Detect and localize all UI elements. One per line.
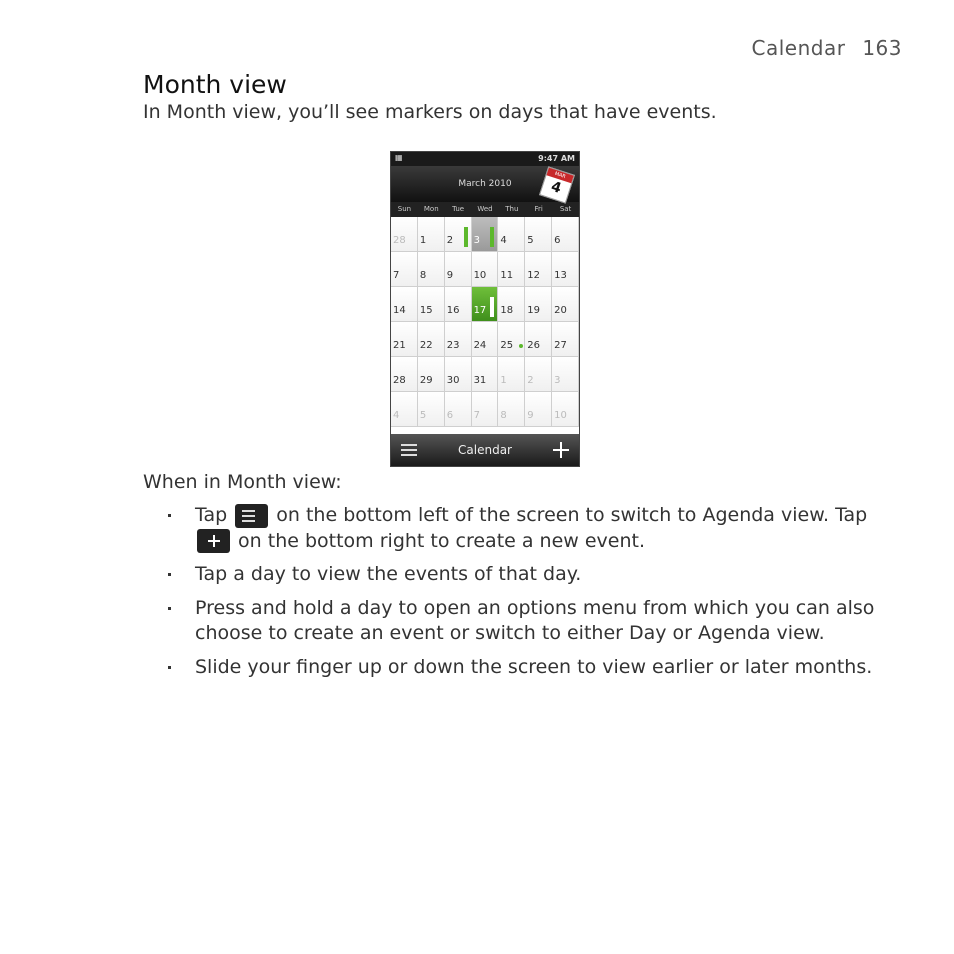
- day-number: 6: [554, 235, 561, 246]
- day-number: 19: [527, 305, 541, 316]
- event-marker: [490, 227, 494, 247]
- list-item: [195, 503, 875, 554]
- day-number: 14: [393, 305, 406, 316]
- bullet-text: Tap a day to view the events of that day.: [195, 563, 582, 585]
- day-number: 11: [500, 270, 514, 281]
- day-cell[interactable]: [445, 392, 472, 427]
- day-number: 13: [554, 270, 567, 281]
- list-item: [195, 562, 875, 588]
- day-cell[interactable]: [445, 287, 472, 322]
- day-number: 27: [554, 340, 567, 351]
- day-cell[interactable]: [418, 252, 445, 287]
- day-cell[interactable]: [445, 217, 472, 252]
- day-cell[interactable]: [498, 252, 525, 287]
- day-cell[interactable]: [498, 322, 525, 357]
- day-number: 10: [473, 270, 487, 281]
- menu-icon: [401, 444, 417, 456]
- day-cell[interactable]: [498, 357, 525, 392]
- day-number: 28: [393, 375, 406, 386]
- day-number: 7: [473, 410, 480, 421]
- day-number: 9: [527, 410, 534, 421]
- day-cell[interactable]: [445, 322, 472, 357]
- day-number: 17: [473, 305, 487, 316]
- day-number: 9: [446, 270, 454, 281]
- section-name: Calendar: [751, 36, 846, 60]
- day-number: 10: [554, 410, 567, 421]
- day-cell[interactable]: [525, 287, 552, 322]
- day-number: 8: [419, 270, 427, 281]
- event-dot: [519, 344, 523, 348]
- day-cell[interactable]: [472, 287, 499, 322]
- bottom-bar: [391, 434, 579, 466]
- weekday-label: Tue: [452, 205, 465, 213]
- day-cell[interactable]: [525, 322, 552, 357]
- day-cell[interactable]: [445, 252, 472, 287]
- day-number: 18: [500, 305, 514, 316]
- status-bar: [391, 152, 579, 166]
- section-title: Month view: [143, 70, 287, 99]
- page-number: 163: [862, 36, 902, 60]
- calendar-icon-day: 4: [548, 178, 564, 197]
- day-cell[interactable]: [498, 392, 525, 427]
- day-cell[interactable]: [391, 322, 418, 357]
- bullet-text: Press and hold a day to open an options menu from which you can also choose to create an event or switch to either Day or Agenda view.: [195, 596, 875, 644]
- day-cell[interactable]: [418, 217, 445, 252]
- day-cell[interactable]: [472, 357, 499, 392]
- month-view-screenshot: [390, 151, 580, 467]
- bullet-text: on the bottom left of the screen to switch to Agenda view. Tap: [276, 504, 868, 526]
- day-number: 15: [419, 305, 433, 316]
- calendar-notification-icon: ▦: [395, 153, 403, 162]
- event-marker: [464, 227, 468, 247]
- intro-text: In Month view, you’ll see markers on days that have events.: [143, 101, 717, 123]
- day-cell[interactable]: [472, 217, 499, 252]
- day-cell[interactable]: [391, 217, 418, 252]
- day-cell[interactable]: [552, 322, 579, 357]
- bottom-bar-label: Calendar: [458, 443, 512, 457]
- day-number: 21: [393, 340, 406, 351]
- weekday-label: Thu: [505, 205, 519, 213]
- status-time: 9:47 AM: [538, 154, 575, 163]
- day-cell[interactable]: [391, 252, 418, 287]
- day-number: 2: [446, 235, 454, 246]
- day-cell[interactable]: [391, 392, 418, 427]
- day-cell[interactable]: [445, 357, 472, 392]
- day-cell[interactable]: [552, 357, 579, 392]
- day-number: 1: [419, 235, 427, 246]
- day-number: 16: [446, 305, 460, 316]
- day-cell[interactable]: [525, 252, 552, 287]
- day-cell[interactable]: [418, 287, 445, 322]
- instructions-list: [195, 503, 875, 688]
- weekday-label: Wed: [477, 205, 493, 213]
- menu-icon: [235, 504, 268, 528]
- day-cell[interactable]: [472, 252, 499, 287]
- day-cell[interactable]: [472, 322, 499, 357]
- day-number: 5: [419, 410, 427, 421]
- bullet-text: Tap: [195, 504, 228, 526]
- agenda-view-button[interactable]: [391, 434, 427, 466]
- calendar-date-icon[interactable]: [539, 166, 575, 203]
- day-number: 29: [419, 375, 433, 386]
- day-cell[interactable]: [552, 217, 579, 252]
- day-number: 30: [446, 375, 460, 386]
- day-cell[interactable]: [418, 392, 445, 427]
- day-number: 1: [500, 375, 507, 386]
- weekday-header: [391, 202, 579, 217]
- day-number: 8: [500, 410, 507, 421]
- day-number: 24: [473, 340, 487, 351]
- plus-icon: [197, 529, 230, 553]
- day-number: 20: [554, 305, 567, 316]
- day-cell[interactable]: [552, 392, 579, 427]
- weekday-label: Fri: [534, 205, 543, 213]
- list-item: [195, 655, 875, 681]
- day-number: 31: [473, 375, 487, 386]
- weekday-label: Mon: [423, 205, 439, 213]
- new-event-button[interactable]: [543, 434, 579, 466]
- plus-icon: [553, 442, 569, 458]
- day-number: 23: [446, 340, 460, 351]
- day-cell[interactable]: [525, 392, 552, 427]
- day-cell[interactable]: [552, 287, 579, 322]
- weekday-label: Sat: [559, 205, 572, 213]
- page-header: [752, 36, 902, 60]
- day-number: 25: [500, 340, 514, 351]
- day-number: 2: [527, 375, 534, 386]
- day-cell[interactable]: [498, 287, 525, 322]
- day-number: 3: [473, 235, 480, 246]
- bullet-text: on the bottom right to create a new event.: [238, 529, 646, 552]
- day-cell[interactable]: [418, 357, 445, 392]
- when-label: When in Month view:: [143, 471, 342, 493]
- month-grid: [391, 217, 579, 427]
- list-item: [195, 596, 875, 647]
- weekday-label: Sun: [397, 205, 412, 213]
- event-marker: [490, 297, 494, 317]
- day-number: 28: [393, 235, 406, 246]
- day-number: 3: [554, 375, 561, 386]
- day-cell[interactable]: [418, 322, 445, 357]
- day-number: 4: [500, 235, 507, 246]
- month-label: March 2010: [458, 179, 512, 189]
- day-cell[interactable]: [525, 357, 552, 392]
- day-number: 7: [393, 270, 400, 281]
- calendar-icon-month: MAR: [546, 168, 573, 184]
- day-cell[interactable]: [472, 392, 499, 427]
- month-header: [391, 166, 579, 202]
- day-number: 6: [446, 410, 454, 421]
- day-number: 4: [393, 410, 400, 421]
- day-cell[interactable]: [552, 252, 579, 287]
- day-cell[interactable]: [525, 217, 552, 252]
- day-number: 26: [527, 340, 541, 351]
- day-cell[interactable]: [391, 357, 418, 392]
- bullet-text: Slide your finger up or down the screen to view earlier or later months.: [195, 655, 873, 678]
- day-cell[interactable]: [498, 217, 525, 252]
- day-cell[interactable]: [391, 287, 418, 322]
- day-number: 5: [527, 235, 534, 246]
- day-number: 22: [419, 340, 433, 351]
- day-number: 12: [527, 270, 541, 281]
